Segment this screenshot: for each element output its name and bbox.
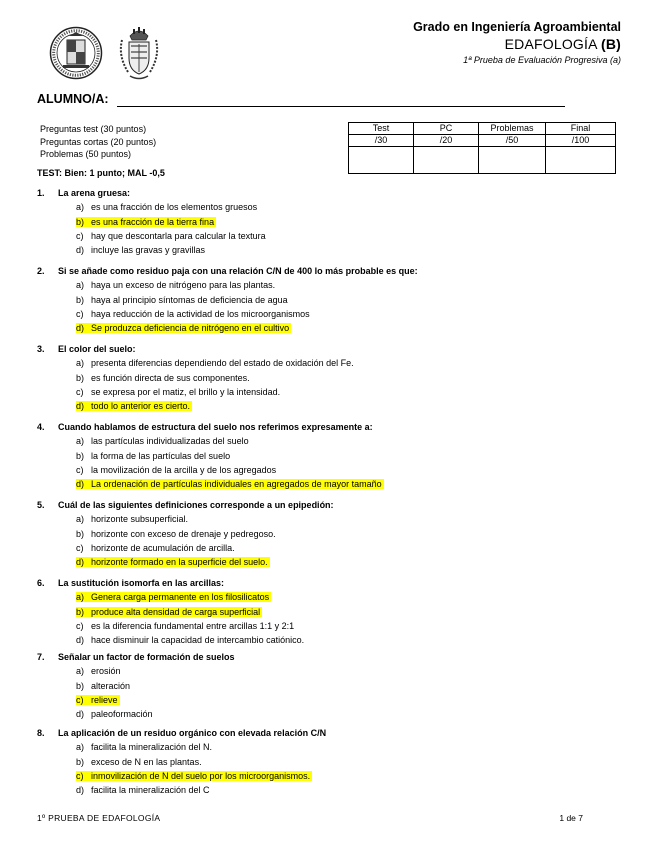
option-text: produce alta densidad de carga superficial bbox=[91, 606, 261, 617]
option-letter: c) bbox=[76, 542, 84, 553]
question-text: La arena gruesa: bbox=[58, 188, 131, 198]
option-text: exceso de N en las plantas. bbox=[91, 756, 202, 767]
points-item: Preguntas test (30 puntos) bbox=[40, 124, 147, 134]
answer-option[interactable] bbox=[76, 231, 266, 241]
option-letter: a) bbox=[76, 436, 85, 447]
answer-option[interactable] bbox=[76, 373, 354, 383]
option-letter: c) bbox=[76, 694, 84, 705]
option-text: horizonte con exceso de drenaje y pedregoso. bbox=[91, 528, 276, 539]
option-text: es la diferencia fundamental entre arcillas 1:1 y 2:1 bbox=[91, 620, 295, 631]
option-letter: a) bbox=[76, 666, 85, 677]
answer-option[interactable] bbox=[76, 451, 384, 461]
answer-option[interactable] bbox=[76, 245, 266, 255]
option-letter: a) bbox=[76, 280, 85, 291]
answer-option[interactable] bbox=[76, 543, 334, 553]
answer-option-correct[interactable] bbox=[76, 557, 334, 567]
answer-option[interactable] bbox=[76, 709, 235, 719]
option-text: la movilización de la arcilla y de los agregados bbox=[91, 464, 277, 475]
option-letter: c) bbox=[76, 230, 84, 241]
answer-option[interactable] bbox=[76, 514, 334, 524]
correct-answer-highlight bbox=[76, 217, 216, 227]
option-letter: d) bbox=[76, 401, 85, 412]
option-letter: c) bbox=[76, 464, 84, 475]
question-text: La sustitución isomorfa en las arcillas: bbox=[58, 578, 225, 588]
score-entry-pc[interactable] bbox=[414, 147, 479, 174]
option-text: horizonte formado en la superficie del suelo. bbox=[91, 557, 268, 568]
option-text: horizonte subsuperficial. bbox=[91, 514, 189, 525]
option-letter: d) bbox=[76, 557, 85, 568]
option-letter: d) bbox=[76, 709, 85, 720]
score-max-test: /30 bbox=[349, 135, 414, 147]
answer-option[interactable] bbox=[76, 358, 354, 368]
option-letter: d) bbox=[76, 245, 85, 256]
score-entry-final[interactable] bbox=[546, 147, 616, 174]
option-text: facilita la mineralización del N. bbox=[91, 742, 213, 753]
option-text: horizonte de acumulación de arcilla. bbox=[91, 542, 235, 553]
question-5 bbox=[37, 500, 334, 567]
question-6 bbox=[37, 578, 304, 645]
student-name-line[interactable] bbox=[117, 106, 565, 107]
score-table-header-row bbox=[349, 123, 616, 135]
question-text: Señalar un factor de formación de suelos bbox=[58, 652, 235, 662]
option-text: Genera carga permanente en los filosilicatos bbox=[91, 592, 270, 603]
question-heading bbox=[37, 344, 354, 354]
answer-option[interactable] bbox=[76, 309, 418, 319]
question-number: 7. bbox=[37, 652, 45, 662]
option-letter: b) bbox=[76, 294, 85, 305]
option-text: es una fracción de los elementos gruesos bbox=[91, 202, 258, 213]
score-max-final: /100 bbox=[546, 135, 616, 147]
score-header-problems: Problemas bbox=[479, 123, 546, 135]
option-letter: b) bbox=[76, 450, 85, 461]
score-header-pc: PC bbox=[414, 123, 479, 135]
question-number: 4. bbox=[37, 422, 45, 432]
answer-option-correct[interactable] bbox=[76, 607, 304, 617]
option-text: hace disminuir la capacidad de intercambio catiónico. bbox=[91, 635, 305, 646]
question-7 bbox=[37, 652, 235, 719]
question-number: 5. bbox=[37, 500, 45, 510]
score-entry-problems[interactable] bbox=[479, 147, 546, 174]
option-letter: b) bbox=[76, 216, 85, 227]
question-heading bbox=[37, 188, 266, 198]
option-letter: c) bbox=[76, 386, 84, 397]
option-letter: a) bbox=[76, 202, 85, 213]
subject-name: EDAFOLOGÍA bbox=[504, 36, 601, 52]
option-text: paleoformación bbox=[91, 709, 153, 720]
option-letter: b) bbox=[76, 680, 85, 691]
score-table-max-row bbox=[349, 135, 616, 147]
option-letter: d) bbox=[76, 785, 85, 796]
answer-option[interactable] bbox=[76, 785, 326, 795]
option-text: inmovilización de N del suelo por los microorganismos. bbox=[91, 770, 311, 781]
answer-option[interactable] bbox=[76, 202, 266, 212]
answer-option-correct[interactable] bbox=[76, 401, 354, 411]
option-text: alteración bbox=[91, 680, 131, 691]
correct-answer-highlight bbox=[76, 401, 192, 411]
question-text: La aplicación de un residuo orgánico con elevada relación C/N bbox=[58, 728, 327, 738]
option-letter: a) bbox=[76, 742, 85, 753]
test-scoring-rule: TEST: Bien: 1 punto; MAL -0,5 bbox=[37, 168, 165, 178]
answer-option-correct[interactable] bbox=[76, 479, 384, 489]
question-heading bbox=[37, 728, 326, 738]
option-text: presenta diferencias dependiendo del estado de oxidación del Fe. bbox=[91, 358, 354, 369]
question-text: El color del suelo: bbox=[58, 344, 136, 354]
option-text: todo lo anterior es cierto. bbox=[91, 401, 191, 412]
question-heading bbox=[37, 422, 384, 432]
question-4 bbox=[37, 422, 384, 489]
option-text: erosión bbox=[91, 666, 121, 677]
student-label: ALUMNO/A: bbox=[37, 92, 109, 106]
option-text: la forma de las partículas del suelo bbox=[91, 450, 231, 461]
answer-option-correct[interactable] bbox=[76, 695, 235, 705]
subject-group: (B) bbox=[600, 36, 621, 52]
correct-answer-highlight bbox=[76, 557, 270, 567]
score-table bbox=[348, 122, 616, 174]
option-text: se expresa por el matiz, el brillo y la intensidad. bbox=[91, 386, 281, 397]
question-text: Si se añade como residuo paja con una relación C/N de 400 lo más probable es que: bbox=[58, 266, 418, 276]
option-text: las partículas individualizadas del suelo bbox=[91, 436, 249, 447]
correct-answer-highlight bbox=[76, 607, 262, 617]
option-letter: d) bbox=[76, 635, 85, 646]
points-item: Problemas (50 puntos) bbox=[40, 149, 132, 159]
question-number: 1. bbox=[37, 188, 45, 198]
degree-title: Grado en Ingeniería Agroambiental bbox=[413, 20, 621, 34]
option-letter: b) bbox=[76, 756, 85, 767]
answer-option-correct[interactable] bbox=[76, 217, 266, 227]
answer-option-correct[interactable] bbox=[76, 592, 304, 602]
answer-option[interactable] bbox=[76, 295, 418, 305]
footer-page-number: 1 de 7 bbox=[559, 813, 583, 823]
question-text: Cuál de las siguientes definiciones corresponde a un epipedión: bbox=[58, 500, 334, 510]
option-text: es una fracción de la tierra fina bbox=[91, 216, 215, 227]
option-letter: a) bbox=[76, 358, 85, 369]
question-1 bbox=[37, 188, 266, 255]
question-number: 6. bbox=[37, 578, 45, 588]
option-letter: b) bbox=[76, 372, 85, 383]
option-text: relieve bbox=[91, 694, 118, 705]
option-text: incluye las gravas y gravillas bbox=[91, 245, 206, 256]
answer-option[interactable] bbox=[76, 757, 326, 767]
correct-answer-highlight bbox=[76, 592, 271, 602]
university-seal-logo bbox=[49, 26, 103, 80]
answer-option[interactable] bbox=[76, 465, 384, 475]
answer-option[interactable] bbox=[76, 681, 235, 691]
correct-answer-highlight bbox=[76, 323, 291, 333]
question-heading bbox=[37, 578, 304, 588]
score-header-final: Final bbox=[546, 123, 616, 135]
option-text: facilita la mineralización del C bbox=[91, 785, 210, 796]
question-heading bbox=[37, 266, 418, 276]
question-8 bbox=[37, 728, 326, 795]
coat-of-arms-logo bbox=[118, 26, 160, 82]
answer-option[interactable] bbox=[76, 280, 418, 290]
option-letter: c) bbox=[76, 308, 84, 319]
answer-option[interactable] bbox=[76, 742, 326, 752]
option-letter: d) bbox=[76, 479, 85, 490]
option-letter: a) bbox=[76, 592, 85, 603]
correct-answer-highlight bbox=[76, 771, 312, 781]
question-heading bbox=[37, 652, 235, 662]
option-letter: a) bbox=[76, 514, 85, 525]
answer-option[interactable] bbox=[76, 666, 235, 676]
option-text: es función directa de sus componentes. bbox=[91, 372, 250, 383]
answer-option[interactable] bbox=[76, 387, 354, 397]
score-max-pc: /20 bbox=[414, 135, 479, 147]
correct-answer-highlight bbox=[76, 695, 120, 705]
question-heading bbox=[37, 500, 334, 510]
question-3 bbox=[37, 344, 354, 411]
option-letter: c) bbox=[76, 620, 84, 631]
option-letter: b) bbox=[76, 528, 85, 539]
exam-title: 1ª Prueba de Evaluación Progresiva (a) bbox=[463, 55, 621, 65]
option-text: haya un exceso de nitrógeno para las plantas. bbox=[91, 280, 276, 291]
question-number: 2. bbox=[37, 266, 45, 276]
score-entry-test[interactable] bbox=[349, 147, 414, 174]
question-text: Cuando hablamos de estructura del suelo nos referimos expresamente a: bbox=[58, 422, 373, 432]
option-letter: b) bbox=[76, 606, 85, 617]
footer-exam-name: 1º PRUEBA DE EDAFOLOGÍA bbox=[37, 813, 161, 823]
points-item: Preguntas cortas (20 puntos) bbox=[40, 136, 157, 147]
option-text: La ordenación de partículas individuales en agregados de mayor tamaño bbox=[91, 479, 382, 490]
option-letter: c) bbox=[76, 770, 84, 781]
option-text: Se produzca deficiencia de nitrógeno en el cultivo bbox=[91, 323, 290, 334]
answer-option-correct[interactable] bbox=[76, 323, 418, 333]
answer-option[interactable] bbox=[76, 635, 304, 645]
option-text: haya al principio síntomas de deficiencia de agua bbox=[91, 294, 288, 305]
score-table-entry-row bbox=[349, 147, 616, 174]
answer-option[interactable] bbox=[76, 436, 384, 446]
answer-option-correct[interactable] bbox=[76, 771, 326, 781]
answer-option[interactable] bbox=[76, 621, 304, 631]
question-number: 3. bbox=[37, 344, 45, 354]
score-max-problems: /50 bbox=[479, 135, 546, 147]
answer-option[interactable] bbox=[76, 529, 334, 539]
option-text: haya reducción de la actividad de los microorganismos bbox=[91, 308, 310, 319]
subject-title bbox=[505, 36, 621, 52]
option-text: hay que descontarla para calcular la textura bbox=[91, 230, 266, 241]
option-letter: d) bbox=[76, 323, 85, 334]
points-breakdown bbox=[40, 123, 156, 161]
question-2 bbox=[37, 266, 418, 333]
question-number: 8. bbox=[37, 728, 45, 738]
score-header-test: Test bbox=[349, 123, 414, 135]
correct-answer-highlight bbox=[76, 479, 384, 489]
